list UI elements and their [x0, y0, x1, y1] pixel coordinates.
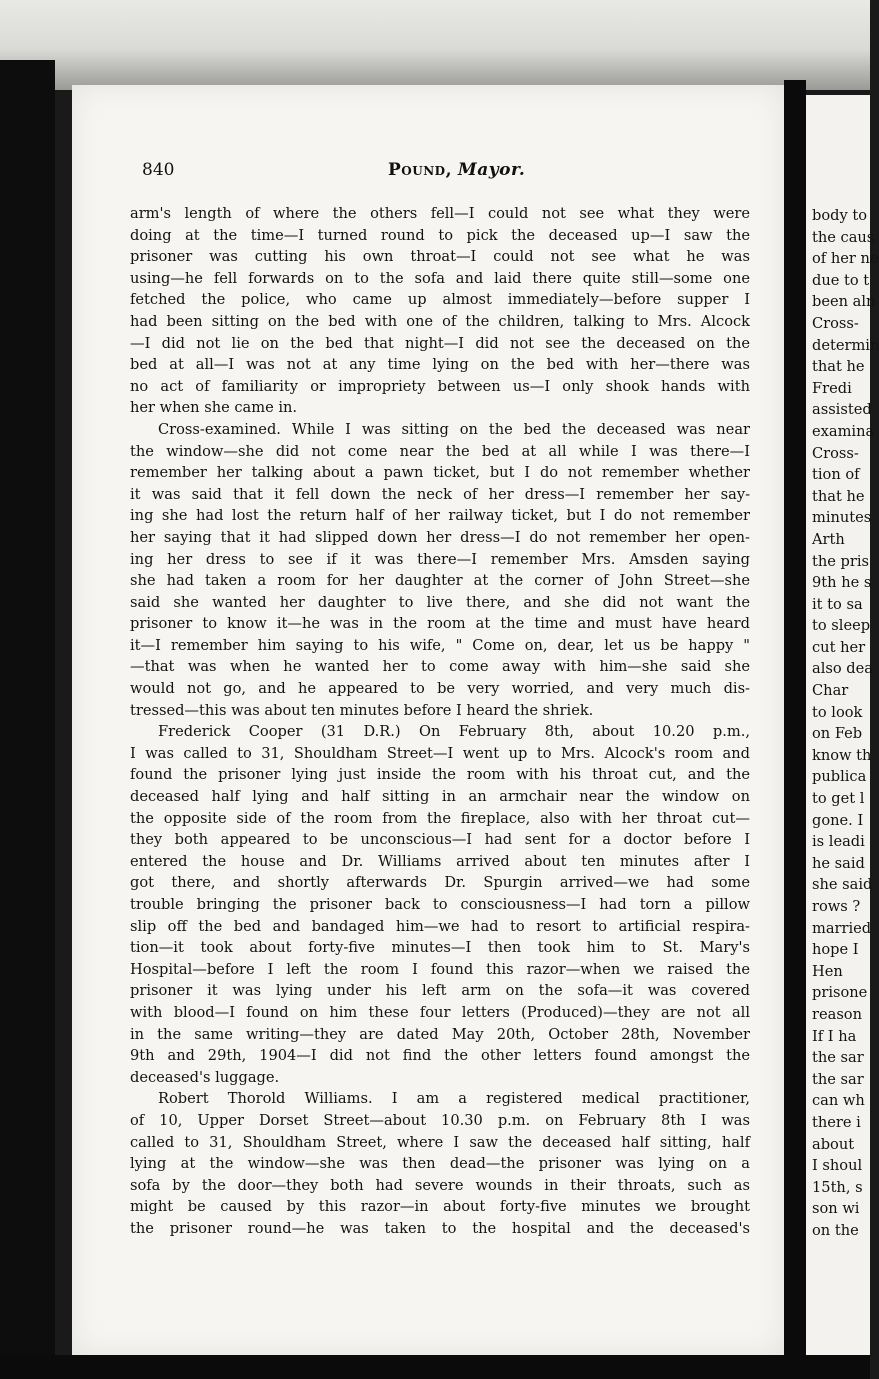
facing-page-line: Arth [812, 530, 845, 548]
facing-page-line: minutes [812, 509, 872, 527]
text-line: her when she came in. [130, 399, 298, 417]
facing-page-line: she said [812, 876, 873, 894]
facing-page-line: I shoul [812, 1157, 863, 1175]
facing-page-line: married [812, 919, 872, 937]
text-line: tion—it took about forty-five minutes—I then took him to St. Mary's [130, 939, 750, 957]
facing-page-line: on Feb [812, 725, 863, 743]
text-line: called to 31, Shouldham Street, where I saw the deceased half sitting, half [130, 1133, 750, 1151]
facing-page-line: Cross- [812, 314, 859, 332]
text-line: in the same writing—they are dated May 20th, October 28th, November [130, 1025, 750, 1043]
facing-page-line: about [812, 1135, 855, 1153]
facing-page-line: there i [812, 1113, 861, 1131]
facing-page-line: son wi [812, 1200, 860, 1218]
facing-page-line: hope I [812, 941, 859, 959]
text-line: ing her dress to see if it was there—I remember Mrs. Amsden saying [130, 550, 750, 568]
text-line: I was called to 31, Shouldham Street—I went up to Mrs. Alcock's room and [130, 744, 750, 762]
facing-page-line: 9th he s [812, 574, 872, 592]
text-line: deceased's luggage. [130, 1068, 280, 1086]
text-line: Frederick Cooper (31 D.R.) On February 8th, about 10.20 p.m., [158, 723, 750, 741]
facing-page-line: is leadi [812, 833, 865, 851]
facing-page-line: that he [812, 358, 865, 376]
text-line: bed at all—I was not at any time lying on the bed with her—there was [130, 356, 750, 374]
text-line: Robert Thorold Williams. I am a registered medical practitioner, [158, 1090, 750, 1108]
facing-page-line: If I ha [812, 1027, 857, 1045]
facing-page-line: the sar [812, 1049, 864, 1067]
text-line: of 10, Upper Dorset Street—about 10.30 p.m. on February 8th I was [130, 1111, 750, 1129]
text-line: found the prisoner lying just inside the room with his throat cut, and the [130, 766, 750, 784]
text-line: arm's length of where the others fell—I could not see what they were [130, 205, 750, 222]
facing-page-line: Fredi [812, 379, 852, 397]
book-gutter [784, 80, 806, 1370]
text-line: 9th and 29th, 1904—I did not find the other letters found amongst the [130, 1047, 750, 1065]
text-line: fetched the police, who came up almost immediately—before supper I [130, 291, 750, 309]
facing-page-line: reason [812, 1005, 862, 1023]
page-number: 840 [142, 160, 175, 180]
text-line: her saying that it had slipped down her dress—I do not remember her open- [130, 528, 750, 546]
text-line: the window—she did not come near the bed at all while I was there—I [130, 442, 750, 460]
text-line: the opposite side of the room from the fireplace, also with her throat cut— [130, 809, 750, 827]
facing-page-text [812, 205, 879, 1242]
text-line: doing at the time—I turned round to pick the deceased up—I saw the [130, 226, 750, 244]
text-line: trouble bringing the prisoner back to consciousness—I had torn a pillow [130, 896, 750, 913]
facing-page-line: prisone [812, 984, 868, 1002]
facing-page-line: it to sa [812, 595, 863, 613]
facing-page-line: Cross- [812, 444, 859, 462]
text-line: deceased half lying and half sitting in an armchair near the window on [130, 788, 750, 806]
facing-page-line: to sleep [812, 617, 871, 635]
text-line: lying at the window—she was then dead—the prisoner was lying on a [130, 1155, 750, 1173]
text-line: the prisoner round—he was taken to the hospital and the deceased's [130, 1219, 750, 1237]
facing-page-line: the sar [812, 1070, 864, 1088]
text-line: prisoner to know it—he was in the room at the time and must have heard [130, 615, 750, 633]
facing-page-line: been aln [812, 293, 876, 311]
facing-page-line: cut her [812, 638, 866, 656]
facing-page-line: assisted [812, 401, 872, 419]
text-line: prisoner it was lying under his left arm on the sofa—it was covered [130, 982, 750, 1000]
facing-page-line: rows ? [812, 898, 861, 915]
text-line: it was said that it fell down the neck of her dress—I remember her say- [130, 485, 750, 503]
running-head-role: Mayor. [457, 160, 526, 180]
facing-page-line: also dea [812, 660, 873, 678]
facing-page-line: can wh [812, 1092, 865, 1110]
text-line: —I did not lie on the bed that night—I did not see the deceased on the [130, 334, 750, 352]
facing-page-line: gone. I [812, 811, 864, 829]
facing-page-line: examina [812, 422, 875, 440]
text-line: it—I remember him saying to his wife, " Come on, dear, let us be happy " [130, 636, 750, 654]
facing-page-line: Char [812, 682, 849, 700]
facing-page-line: the pris [812, 552, 870, 570]
text-line: with blood—I found on him these four letters (Produced)—they are not all [130, 1003, 750, 1021]
text-line: slip off the bed and bandaged him—we had to resort to artificial respira- [130, 917, 750, 935]
facing-page-line: that he [812, 487, 865, 505]
text-line: she had taken a room for her daughter at the corner of John Street—she [130, 572, 750, 590]
running-head-name: Pound, [388, 160, 452, 180]
facing-page-line: know th [812, 746, 872, 764]
text-line: Cross-examined. While I was sitting on the bed the deceased was near [158, 420, 750, 438]
text-line: Hospital—before I left the room I found this razor—when we raised the [130, 960, 750, 978]
facing-page-line: body to [812, 207, 868, 224]
text-line: no act of familiarity or impropriety between us—I only shook hands with [130, 377, 750, 395]
text-line: tressed—this was about ten minutes before I heard the shriek. [130, 701, 594, 719]
text-line: said she wanted her daughter to live there, and she did not want the [130, 593, 750, 611]
facing-page-line: tion of [812, 466, 860, 484]
scan-bottom-border [0, 1355, 870, 1379]
text-line: would not go, and he appeared to be very worried, and very much dis- [130, 680, 750, 698]
text-line: might be caused by this razor—in about forty-five minutes we brought [130, 1198, 750, 1216]
page-header [142, 160, 742, 190]
text-line: prisoner was cutting his own throat—I could not see what he was [130, 248, 750, 266]
text-line: ing she had lost the return half of her railway ticket, but I do not remember [130, 507, 750, 525]
text-line: remember her talking about a pawn ticket, but I do not remember whether [130, 464, 750, 482]
scan-top-margin [0, 0, 870, 90]
scan-left-border [0, 60, 55, 1379]
text-line: had been sitting on the bed with one of the children, talking to Mrs. Alcock [130, 312, 750, 330]
running-head [388, 160, 525, 180]
text-line: using—he fell forwards on to the sofa and laid there quite still—some one [130, 269, 750, 287]
text-line: sofa by the door—they both had severe wounds in their throats, such as [130, 1176, 750, 1194]
facing-page-line: Hen [812, 962, 843, 980]
facing-page-line: on the [812, 1221, 859, 1239]
facing-page-line: to get l [812, 790, 865, 808]
facing-page-line: he said [812, 854, 865, 872]
facing-page-line: determin [812, 336, 879, 354]
facing-page-line: publica [812, 768, 867, 786]
text-line: —that was when he wanted her to come away with him—she said she [130, 658, 750, 676]
facing-page-line: due to t [812, 271, 870, 289]
text-line: they both appeared to be unconscious—I had sent for a doctor before I [130, 831, 750, 849]
facing-page-line: to look [812, 703, 863, 721]
text-line: entered the house and Dr. Williams arrived about ten minutes after I [130, 852, 750, 870]
facing-page-line: of her ne [812, 250, 879, 268]
facing-page-line: 15th, s [812, 1178, 863, 1196]
page-body-text [130, 203, 750, 1240]
facing-page-line: the caus [812, 228, 875, 246]
text-line: got there, and shortly afterwards Dr. Spurgin arrived—we had some [130, 874, 750, 892]
